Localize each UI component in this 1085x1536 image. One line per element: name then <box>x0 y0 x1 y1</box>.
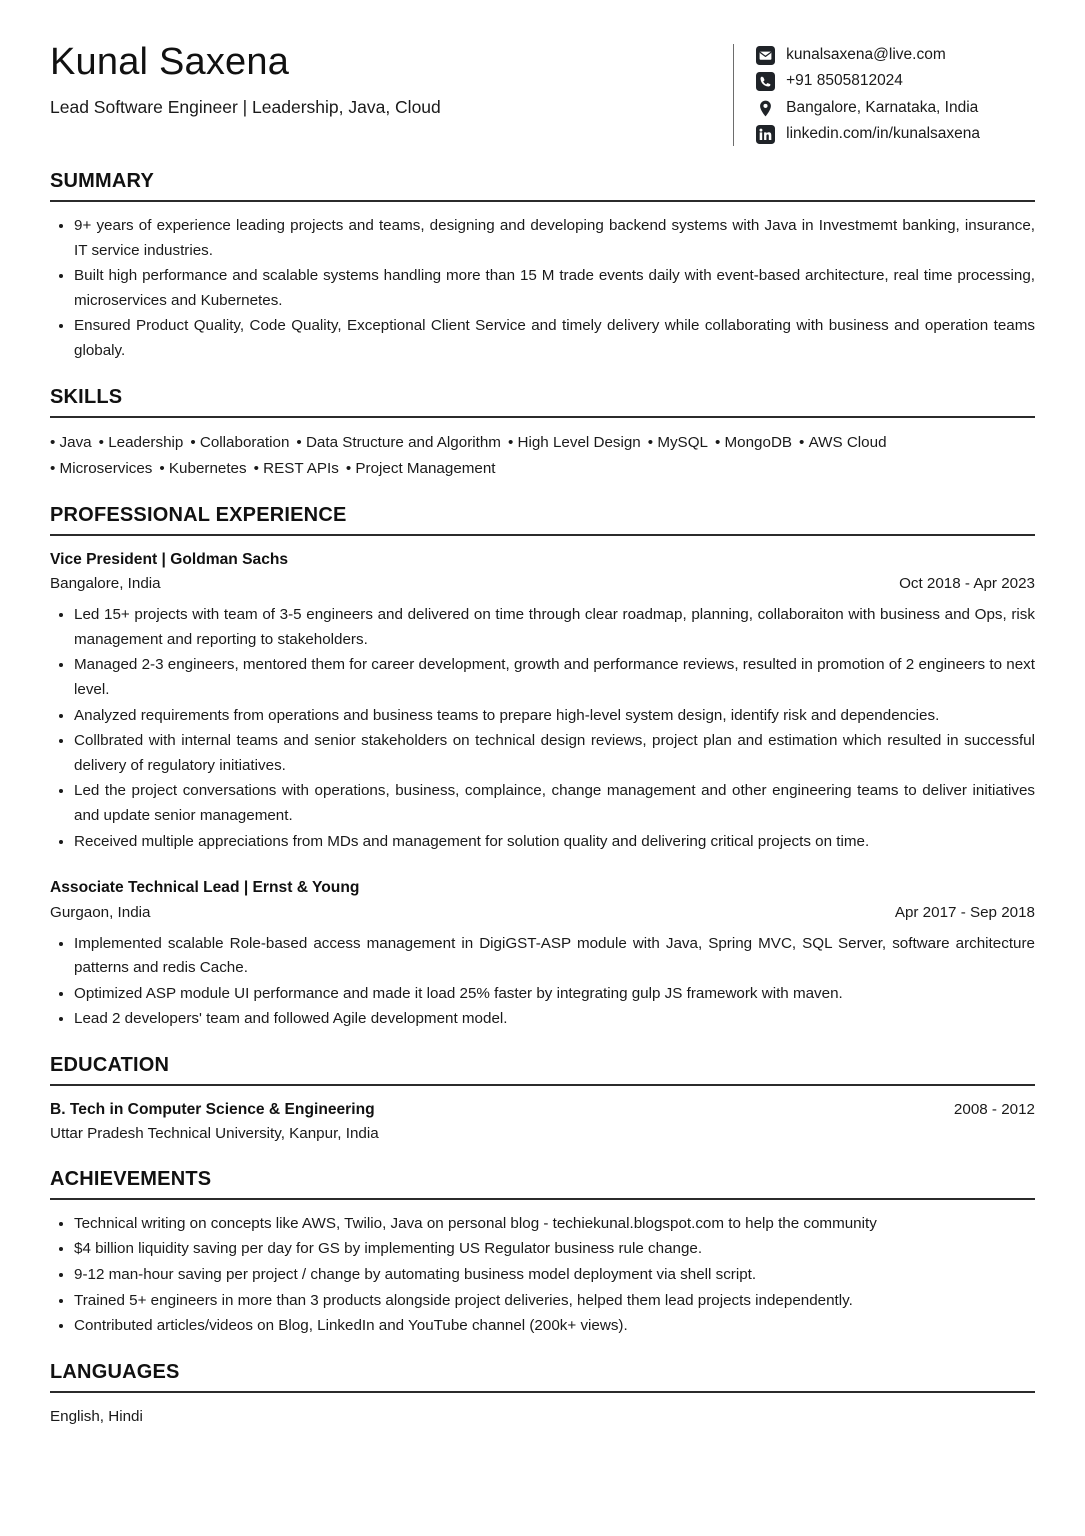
job-location: Gurgaon, India <box>50 903 151 921</box>
contact-list <box>756 44 980 146</box>
list-item: 9-12 man-hour saving per project / change by automating business model deployment via shell script. <box>50 1263 1035 1288</box>
identity-block <box>50 38 441 118</box>
contact-block <box>733 38 980 146</box>
list-item: 9+ years of experience leading projects and teams, designing and developing backend systems with Java in Investmemt banking, insurance, IT service industries. <box>50 214 1035 263</box>
languages-rule <box>50 1391 1035 1393</box>
experience-entry <box>50 876 1035 1032</box>
contact-divider <box>733 44 734 146</box>
list-item: Led 15+ projects with team of 3-5 engineers and delivered on time through clear roadmap, planning, collaboraiton with business and Ops, risk management and reporting to stakeholders. <box>50 603 1035 652</box>
skill-item: • Kubernetes <box>159 459 247 477</box>
contact-location-text: Bangalore, Karnataka, India <box>786 98 979 116</box>
list-item: $4 billion liquidity saving per day for GS by implementing US Regulator business rule change. <box>50 1237 1035 1262</box>
summary-bullet-list <box>50 214 1035 364</box>
phone-icon <box>756 72 775 91</box>
contact-item-email[interactable] <box>756 44 980 66</box>
mail-icon <box>756 46 775 65</box>
skill-item: • REST APIs <box>253 459 339 477</box>
contact-linkedin-text: linkedin.com/in/kunalsaxena <box>786 125 980 143</box>
education-degree: B. Tech in Computer Science & Engineering <box>50 1101 375 1119</box>
job-title: Associate Technical Lead | Ernst & Young <box>50 879 360 897</box>
education-school: Uttar Pradesh Technical University, Kanpur, India <box>50 1125 379 1143</box>
section-skills <box>50 386 1035 482</box>
candidate-headline: Lead Software Engineer | Leadership, Java, Cloud <box>50 97 441 118</box>
achievements-heading: ACHIEVEMENTS <box>50 1167 212 1190</box>
achievements-rule <box>50 1198 1035 1200</box>
list-item: Implemented scalable Role-based access management in DigiGST-ASP module with Java, Spring MVC, SQL Server, software architecture patterns and redis Cache. <box>50 932 1035 981</box>
list-item: Collbrated with internal teams and senior stakeholders on technical design reviews, project plan and estimation which resulted in successful delivery of regulatory initiatives. <box>50 729 1035 778</box>
achievements-bullet-list <box>50 1212 1035 1339</box>
list-item: Led the project conversations with operations, business, complaince, change management and other engineering teams to deliver initiatives and update senior management. <box>50 779 1035 828</box>
skill-item: • Project Management <box>345 459 496 477</box>
skill-item: • MySQL <box>647 433 708 451</box>
skills-heading: SKILLS <box>50 385 123 408</box>
education-heading: EDUCATION <box>50 1054 170 1077</box>
languages-heading: LANGUAGES <box>50 1360 180 1383</box>
skills-rule <box>50 416 1035 418</box>
job-dates: Oct 2018 - Apr 2023 <box>899 575 1035 593</box>
skill-item: • Data Structure and Algorithm <box>296 433 501 451</box>
summary-heading: SUMMARY <box>50 169 154 192</box>
experience-rule <box>50 534 1035 536</box>
job-meta <box>50 902 1035 925</box>
experience-heading: PROFESSIONAL EXPERIENCE <box>50 503 347 526</box>
job-dates: Apr 2017 - Sep 2018 <box>894 903 1035 921</box>
experience-entry <box>50 548 1035 854</box>
section-languages <box>50 1361 1035 1429</box>
section-summary <box>50 170 1035 364</box>
list-item: Trained 5+ engineers in more than 3 products alongside project deliveries, helped them lead projects independently. <box>50 1289 1035 1314</box>
candidate-name: Kunal Saxena <box>50 41 290 83</box>
list-item: Ensured Product Quality, Code Quality, Exceptional Client Service and timely delivery while collaborating with business and operation teams globaly. <box>50 314 1035 363</box>
list-item: Contributed articles/videos on Blog, LinkedIn and YouTube channel (200k+ views). <box>50 1314 1035 1339</box>
job-bullet-list <box>50 603 1035 854</box>
list-item: Lead 2 developers' team and followed Agile development model. <box>50 1007 1035 1032</box>
job-title: Vice President | Goldman Sachs <box>50 550 289 568</box>
job-bullet-list <box>50 932 1035 1033</box>
location-pin-icon <box>756 99 775 118</box>
skill-item: • High Level Design <box>507 433 641 451</box>
job-location: Bangalore, India <box>50 575 161 593</box>
list-item: Optimized ASP module UI performance and made it load 25% faster by integrating gulp JS framework with maven. <box>50 982 1035 1007</box>
section-education <box>50 1054 1035 1146</box>
education-rule <box>50 1084 1035 1086</box>
contact-email-text: kunalsaxena@live.com <box>786 46 946 63</box>
skill-item: • MongoDB <box>714 433 793 451</box>
contact-item-phone[interactable] <box>756 70 980 92</box>
education-entry <box>50 1098 1035 1146</box>
contact-phone-text: +91 8505812024 <box>786 72 903 90</box>
skill-item: • Leadership <box>98 433 184 451</box>
job-meta <box>50 573 1035 596</box>
education-row <box>50 1098 1035 1122</box>
linkedin-icon <box>756 125 775 144</box>
skills-list <box>50 430 1035 482</box>
skill-item: • Microservices <box>50 459 153 477</box>
list-item: Built high performance and scalable systems handling more than 15 M trade events daily with event-based architecture, real time processing, microservices and Kubernetes. <box>50 264 1035 313</box>
resume-header <box>50 0 1035 146</box>
contact-item-linkedin[interactable] <box>756 123 980 145</box>
list-item: Received multiple appreciations from MDs and management for solution quality and delivering critical projects on time. <box>50 830 1035 855</box>
education-years: 2008 - 2012 <box>953 1101 1035 1119</box>
languages-text: English, Hindi <box>50 1407 143 1425</box>
section-experience <box>50 504 1035 1032</box>
section-achievements <box>50 1168 1035 1339</box>
summary-rule <box>50 200 1035 202</box>
list-item: Managed 2-3 engineers, mentored them for career development, growth and performance reviews, resulted in promotion of 2 engineers to next level. <box>50 653 1035 702</box>
skill-item: • AWS Cloud <box>799 433 887 451</box>
list-item: Technical writing on concepts like AWS, Twilio, Java on personal blog - techiekunal.blogspot.com to help the community <box>50 1212 1035 1237</box>
list-item: Analyzed requirements from operations and business teams to prepare high-level system design, identify risk and dependencies. <box>50 704 1035 729</box>
skill-item: • Collaboration <box>190 433 290 451</box>
skill-item: • Java <box>50 433 92 451</box>
contact-item-location <box>756 97 980 119</box>
